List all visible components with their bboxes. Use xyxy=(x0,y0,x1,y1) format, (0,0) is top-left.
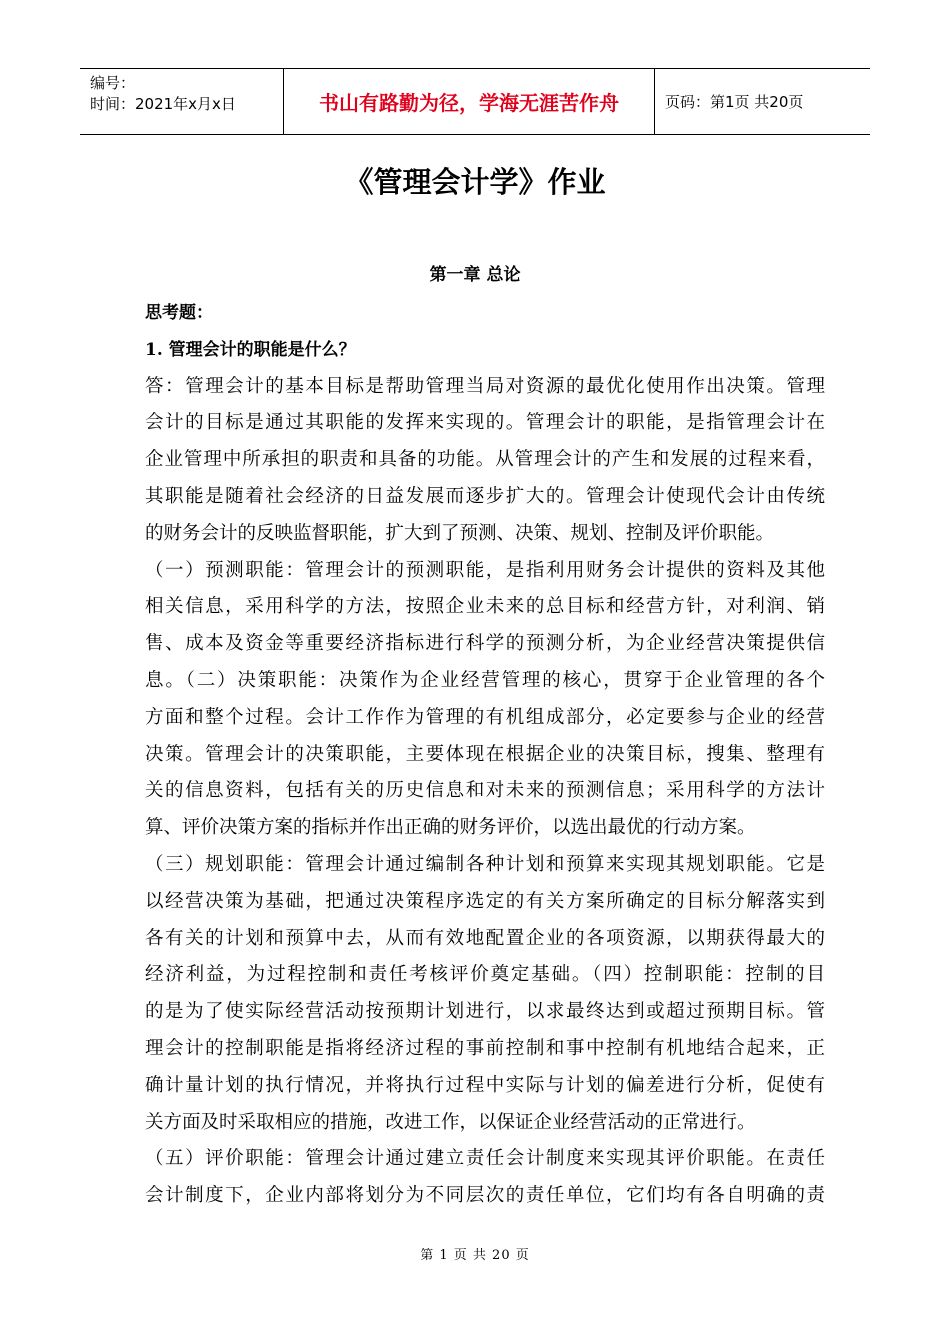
question-heading: 1. 管理会计的职能是什么？ xyxy=(145,339,356,360)
body-text xyxy=(145,295,825,1215)
header-meta-cell xyxy=(80,69,283,134)
body-line: 决策。管理会计的决策职能，主要体现在根据企业的决策目标，搜集、整理有 xyxy=(145,743,825,765)
body-line: 其职能是随着社会经济的日益发展而逐步扩大的。管理会计使现代会计由传统 xyxy=(145,485,825,507)
time-label: 时间：2021年x月x日 xyxy=(90,95,236,113)
body-line: 确计量计划的执行情况，并将执行过程中实际与计划的偏差进行分析，促使有 xyxy=(145,1074,825,1096)
body-line: 的是为了使实际经营活动按预期计划进行，以求最终达到或超过预期目标。管 xyxy=(145,1001,825,1023)
motto-text: 书山有路勤为径，学海无涯苦作舟 xyxy=(319,91,619,115)
section-label: 思考题： xyxy=(145,303,213,323)
body-line: 关的信息资料，包括有关的历史信息和对未来的预测信息；采用科学的方法计 xyxy=(145,780,825,802)
page-footer: 第 1 页 共 20 页 xyxy=(420,1248,530,1263)
body-line: 的财务会计的反映监督职能，扩大到了预测、决策、规划、控制及评价职能。 xyxy=(145,522,775,544)
body-line: 理会计的控制职能是指将经济过程的事前控制和事中控制有机地结合起来，正 xyxy=(145,1037,825,1059)
header-table xyxy=(80,68,870,135)
body-line: 企业管理中所承担的职责和具备的功能。从管理会计的产生和发展的过程来看， xyxy=(145,449,825,471)
body-line: 会计制度下，企业内部将划分为不同层次的责任单位，它们均有各自明确的责 xyxy=(145,1185,825,1207)
header-page-cell xyxy=(655,69,870,134)
chapter-heading: 第一章 总论 xyxy=(429,265,521,285)
body-line: 算、评价决策方案的指标并作出正确的财务评价，以选出最优的行动方案。 xyxy=(145,817,756,839)
body-line: 经济利益，为过程控制和责任考核评价奠定基础。（四）控制职能：控制的目 xyxy=(145,964,825,986)
body-line: 答：管理会计的基本目标是帮助管理当局对资源的最优化使用作出决策。管理 xyxy=(145,375,825,397)
body-line: 相关信息，采用科学的方法，按照企业未来的总目标和经营方针，对利润、销 xyxy=(145,596,825,618)
header-motto-cell xyxy=(283,69,655,134)
document-title: 《管理会计学》作业 xyxy=(344,165,606,199)
body-line: 关方面及时采取相应的措施，改进工作，以保证企业经营活动的正常进行。 xyxy=(145,1111,756,1133)
number-label: 编号： xyxy=(90,74,136,92)
body-line: （五）评价职能：管理会计通过建立责任会计制度来实现其评价职能。在责任 xyxy=(145,1148,825,1170)
body-line: （三）规划职能：管理会计通过编制各种计划和预算来实现其规划职能。它是 xyxy=(145,853,825,875)
body-line: 方面和整个过程。会计工作作为管理的有机组成部分，必定要参与企业的经营 xyxy=(145,706,825,728)
body-line: 售、成本及资金等重要经济指标进行科学的预测分析，为企业经营决策提供信 xyxy=(145,633,825,655)
page-info: 页码：第1页 共20页 xyxy=(665,93,804,111)
body-line: 息。（二）决策职能：决策作为企业经营管理的核心，贯穿于企业管理的各个 xyxy=(145,669,825,691)
body-line: 会计的目标是通过其职能的发挥来实现的。管理会计的职能，是指管理会计在 xyxy=(145,412,825,434)
body-line: （一）预测职能：管理会计的预测职能，是指利用财务会计提供的资料及其他 xyxy=(145,559,825,581)
body-line: 各有关的计划和预算中去，从而有效地配置企业的各项资源，以期获得最大的 xyxy=(145,927,825,949)
body-line: 以经营决策为基础，把通过决策程序选定的有关方案所确定的目标分解落实到 xyxy=(145,890,825,912)
